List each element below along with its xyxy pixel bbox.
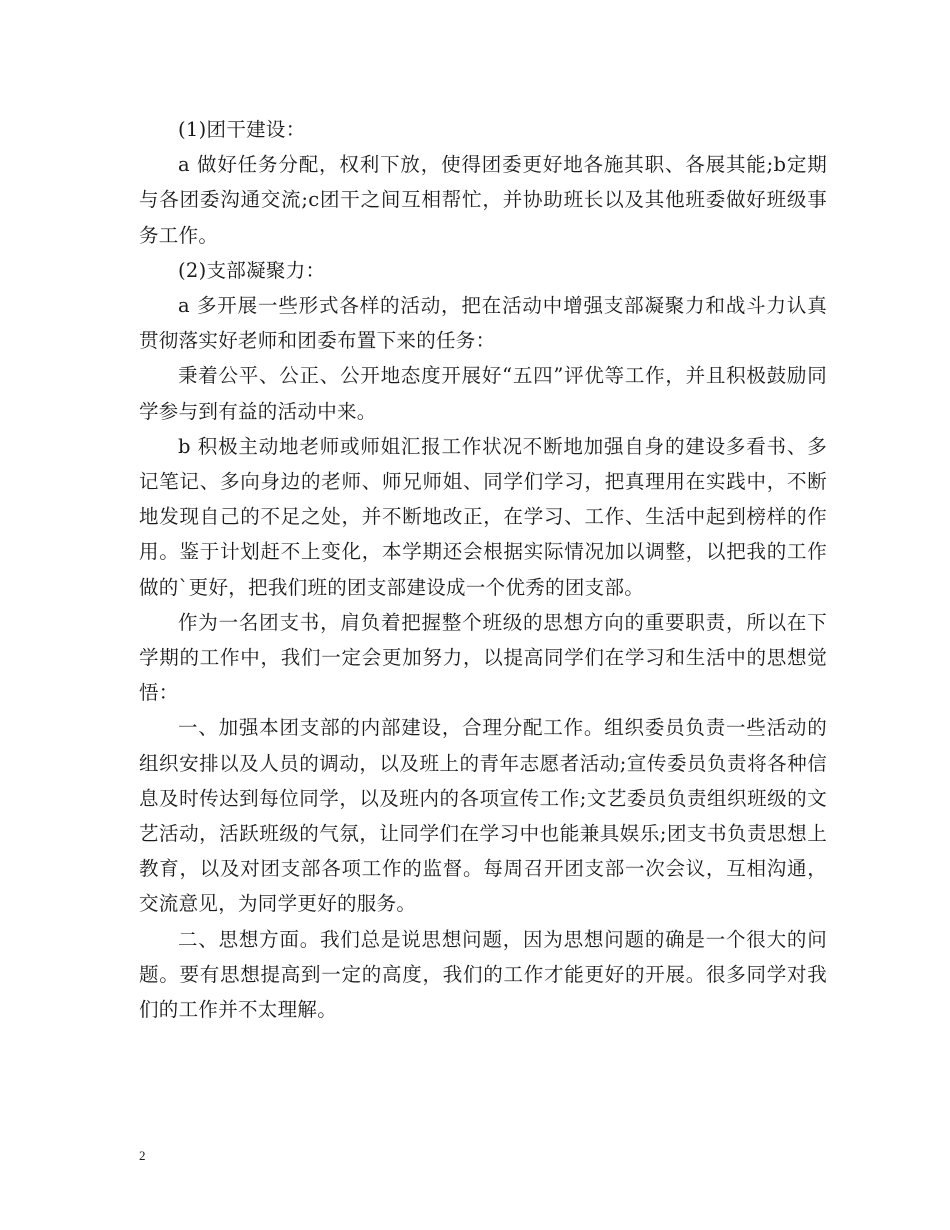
paragraph: b 积极主动地老师或师姐汇报工作状况不断地加强自身的建设多看书、多记笔记、多向身边的老师、师兄师姐、同学们学习，把真理用在实践中，不断地发现自己的不足之处，并不断地改正，在学习、工作、生活中起到榜样的作用。鉴于计划赶不上变化，本学期还会根据实际情况加以调整，以把我的工作做的`更好，把我们班的团支部建设成一个优秀的团支部。 xyxy=(139,434,827,599)
paragraph: a 做好任务分配，权利下放，使得团委更好地各施其职、各展其能;b定期与各团委沟通交流;c团干之间互相帮忙，并协助班长以及其他班委做好班级事务工作。 xyxy=(139,153,827,247)
paragraph: 秉着公平、公正、公开地态度开展好“五四”评优等工作，并且积极鼓励同学参与到有益的活动中来。 xyxy=(139,364,827,423)
paragraph-heading-1: (1)团干建设： xyxy=(178,118,306,141)
page-number: 2 xyxy=(139,1148,146,1163)
paragraph: 一、加强本团支部的内部建设，合理分配工作。组织委员负责一些活动的组织安排以及人员的调动，以及班上的青年志愿者活动;宣传委员负责将各种信息及时传达到每位同学，以及班内的各项宣传工作;文艺委员负责组织班级的文艺活动，活跃班级的气氛，让同学们在学习中也能兼具娱乐;团支书负责思想上教育，以及对团支部各项工作的监督。每周召开团支部一次会议，互相沟通，交流意见，为同学更好的服务。 xyxy=(139,716,827,916)
paragraph: a 多开展一些形式各样的活动，把在活动中增强支部凝聚力和战斗力认真贯彻落实好老师和团委布置下来的任务： xyxy=(139,294,827,353)
document-body xyxy=(139,112,827,1027)
paragraph-heading-2: (2)支部凝聚力： xyxy=(178,258,326,282)
paragraph: 二、思想方面。我们总是说思想问题，因为思想问题的确是一个很大的问题。要有思想提高到一定的高度，我们的工作才能更好的开展。很多同学对我们的工作并不太理解。 xyxy=(139,927,827,1022)
paragraph: 作为一名团支书，肩负着把握整个班级的思想方向的重要职责，所以在下学期的工作中，我们一定会更加努力，以提高同学们在学习和生活中的思想觉悟： xyxy=(139,610,827,705)
